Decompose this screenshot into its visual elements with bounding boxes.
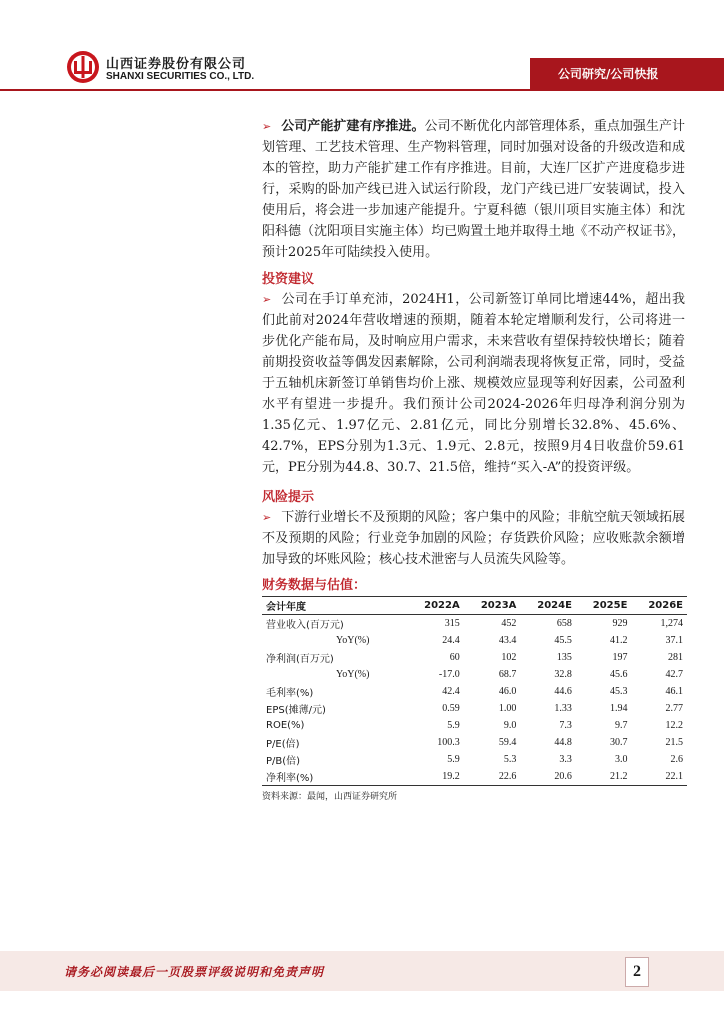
table-cell: 19.2 [407, 768, 464, 786]
header-cell: 2024E [520, 597, 576, 615]
table-cell: 1,274 [660, 618, 683, 629]
row-label: P/B(倍) [266, 756, 301, 767]
table-cell: 1.00 [498, 703, 517, 714]
table-cell: 59.4 [498, 737, 517, 748]
table-cell: 102 [501, 652, 517, 663]
table-cell: 929 [612, 618, 628, 629]
table-cell: 21.2 [576, 768, 632, 786]
table-cell: 452 [501, 618, 517, 629]
table-cell: 46.1 [665, 686, 683, 697]
table-cell: 9.0 [503, 720, 517, 731]
row-label: ROE(%) [266, 720, 305, 731]
table-cell: 3.3 [559, 754, 572, 765]
table-cell: 20.6 [520, 768, 576, 786]
investment-text: 公司在手订单充沛，2024H1，公司新签订单同比增速44%，超出我们此前对2024年营收增速的预期，随着本轮定增顺利发行，公司将进一步优化产能布局，及时响应用户需求，未来营收有望保持较快增长；随着前期投资收益等偶发因素解除，公司利润端表现将恢复正常，同时，受益于五轴机床新签订单销售均价上涨、规模效应显现等利好因素，公司盈利水平有望进一步提升。我们预计公司2024-2026年归母净利润分别为1.35亿元、1.97亿元、2.81亿元，同比分别增长32.8%、45.6%、42.7%，EPS分别为1.3元、1.9元、2.8元，按照9月4日收盘价59.61元，PE分别为44.8、30.7、21.5倍，维持“买入-A”的投资评级。 [262, 292, 685, 475]
header-cell: 2022A [407, 597, 464, 615]
company-name-cn: 山西证券股份有限公司 [106, 57, 247, 72]
row-label: EPS(摊薄/元) [266, 705, 326, 716]
report-type-tag [530, 58, 724, 90]
table-cell: 1.33 [554, 703, 572, 714]
table-cell: 44.8 [554, 737, 572, 748]
table-cell: 22.1 [631, 768, 687, 786]
table-cell: 42.4 [442, 686, 460, 697]
risk-text: 下游行业增长不及预期的风险；客户集中的风险；非航空航天领域拓展不及预期的风险；行业竞争加剧的风险；存货跌价风险；应收账款余额增加导致的坏账风险；核心技术泄密与人员流失风险等。 [262, 510, 685, 567]
page-footer [0, 951, 724, 991]
capacity-paragraph [262, 116, 685, 263]
table-row [262, 700, 687, 717]
table-cell: -17.0 [438, 669, 460, 680]
table-cell: 315 [444, 618, 460, 629]
page-number: 2 [625, 957, 649, 987]
row-label: YoY(%) [336, 669, 370, 680]
table-cell: 32.8 [554, 669, 572, 680]
table-cell: 281 [668, 652, 683, 663]
table-cell: 30.7 [609, 737, 628, 748]
table-row [262, 717, 687, 734]
table-cell: 21.5 [665, 737, 683, 748]
company-name-en: SHANXI SECURITIES CO., LTD. [106, 71, 255, 82]
table-cell: 44.6 [554, 686, 572, 697]
table-row [262, 751, 687, 768]
table-cell: 2.6 [670, 754, 683, 765]
table-cell: 2.77 [665, 703, 683, 714]
financials-table-wrap [262, 596, 687, 786]
table-cell: 197 [612, 652, 628, 663]
investment-title: 投资建议 [262, 272, 315, 287]
financials-title: 财务数据与估值： [262, 578, 367, 593]
bullet-arrow-icon: ➢ [262, 293, 272, 306]
table-cell: 45.3 [609, 686, 628, 697]
table-row [262, 768, 687, 786]
table-row [262, 683, 687, 700]
header-cell: 会计年度 [262, 597, 407, 615]
table-cell: 135 [556, 652, 572, 663]
table-row [262, 632, 687, 649]
row-label: 营业收入(百万元) [266, 620, 344, 631]
table-cell: 100.3 [437, 737, 460, 748]
row-label: YoY(%) [336, 635, 370, 646]
table-cell: 7.3 [559, 720, 572, 731]
table-cell: 42.7 [665, 669, 683, 680]
capacity-text: 公司不断优化内部管理体系，重点加强生产计划管理、工艺技术管理、生产物料管理，同时加强对设备的升级改造和成本的管控，助力产能扩建工作有序推进。目前，大连厂区扩产进度稳步进行，采购的卧加产线已进入试运行阶段，龙门产线已进厂安装调试，投入使用后，将会进一步加速产能提升。宁夏科德（银川项目实施主体）和沈阳科德（沈阳项目实施主体）均已购置土地并取得土地《不动产权证书》，预计2025年可陆续投入使用。 [262, 119, 685, 260]
table-cell: 46.0 [498, 686, 517, 697]
risk-paragraph [262, 507, 685, 570]
table-cell: 60 [449, 652, 460, 663]
risk-title: 风险提示 [262, 490, 315, 505]
bullet-arrow-icon: ➢ [262, 120, 272, 133]
financials-table [262, 596, 687, 786]
table-cell: 9.7 [614, 720, 628, 731]
table-cell: 5.9 [447, 754, 460, 765]
capacity-lead: 公司产能扩建有序推进。 [281, 119, 425, 134]
data-source: 资料来源：最闻，山西证券研究所 [262, 792, 398, 802]
table-cell: 24.4 [442, 635, 460, 646]
header-cell: 2025E [576, 597, 632, 615]
disclaimer-text: 请务必阅读最后一页股票评级说明和免责声明 [64, 965, 325, 979]
table-cell: 5.9 [447, 720, 460, 731]
bullet-arrow-icon: ➢ [262, 511, 272, 524]
table-row [262, 734, 687, 751]
report-type-label: 公司研究/公司快报 [558, 67, 659, 81]
financials-table-body [262, 615, 687, 786]
table-cell: 45.5 [554, 635, 572, 646]
table-cell: 658 [556, 618, 572, 629]
table-cell: 41.2 [609, 635, 628, 646]
header-cell: 2026E [631, 597, 687, 615]
table-cell: 45.6 [609, 669, 628, 680]
investment-paragraph [262, 289, 685, 478]
table-row [262, 615, 687, 633]
company-logo-icon [66, 50, 100, 84]
table-row [262, 649, 687, 666]
header-cell: 2023A [464, 597, 521, 615]
table-cell: 37.1 [665, 635, 683, 646]
table-cell: 5.3 [503, 754, 517, 765]
row-label: 净利率(%) [262, 768, 407, 786]
row-label: P/E(倍) [266, 739, 300, 750]
table-cell: 1.94 [609, 703, 628, 714]
table-header-row [262, 597, 687, 615]
table-cell: 0.59 [442, 703, 460, 714]
table-cell: 43.4 [498, 635, 517, 646]
page-header [0, 0, 724, 96]
table-cell: 3.0 [614, 754, 628, 765]
table-cell: 22.6 [464, 768, 521, 786]
row-label: 净利润(百万元) [266, 654, 334, 665]
table-cell: 12.2 [665, 720, 683, 731]
table-row [262, 666, 687, 683]
row-label: 毛利率(%) [266, 688, 314, 699]
table-cell: 68.7 [498, 669, 517, 680]
header-divider [0, 89, 724, 91]
